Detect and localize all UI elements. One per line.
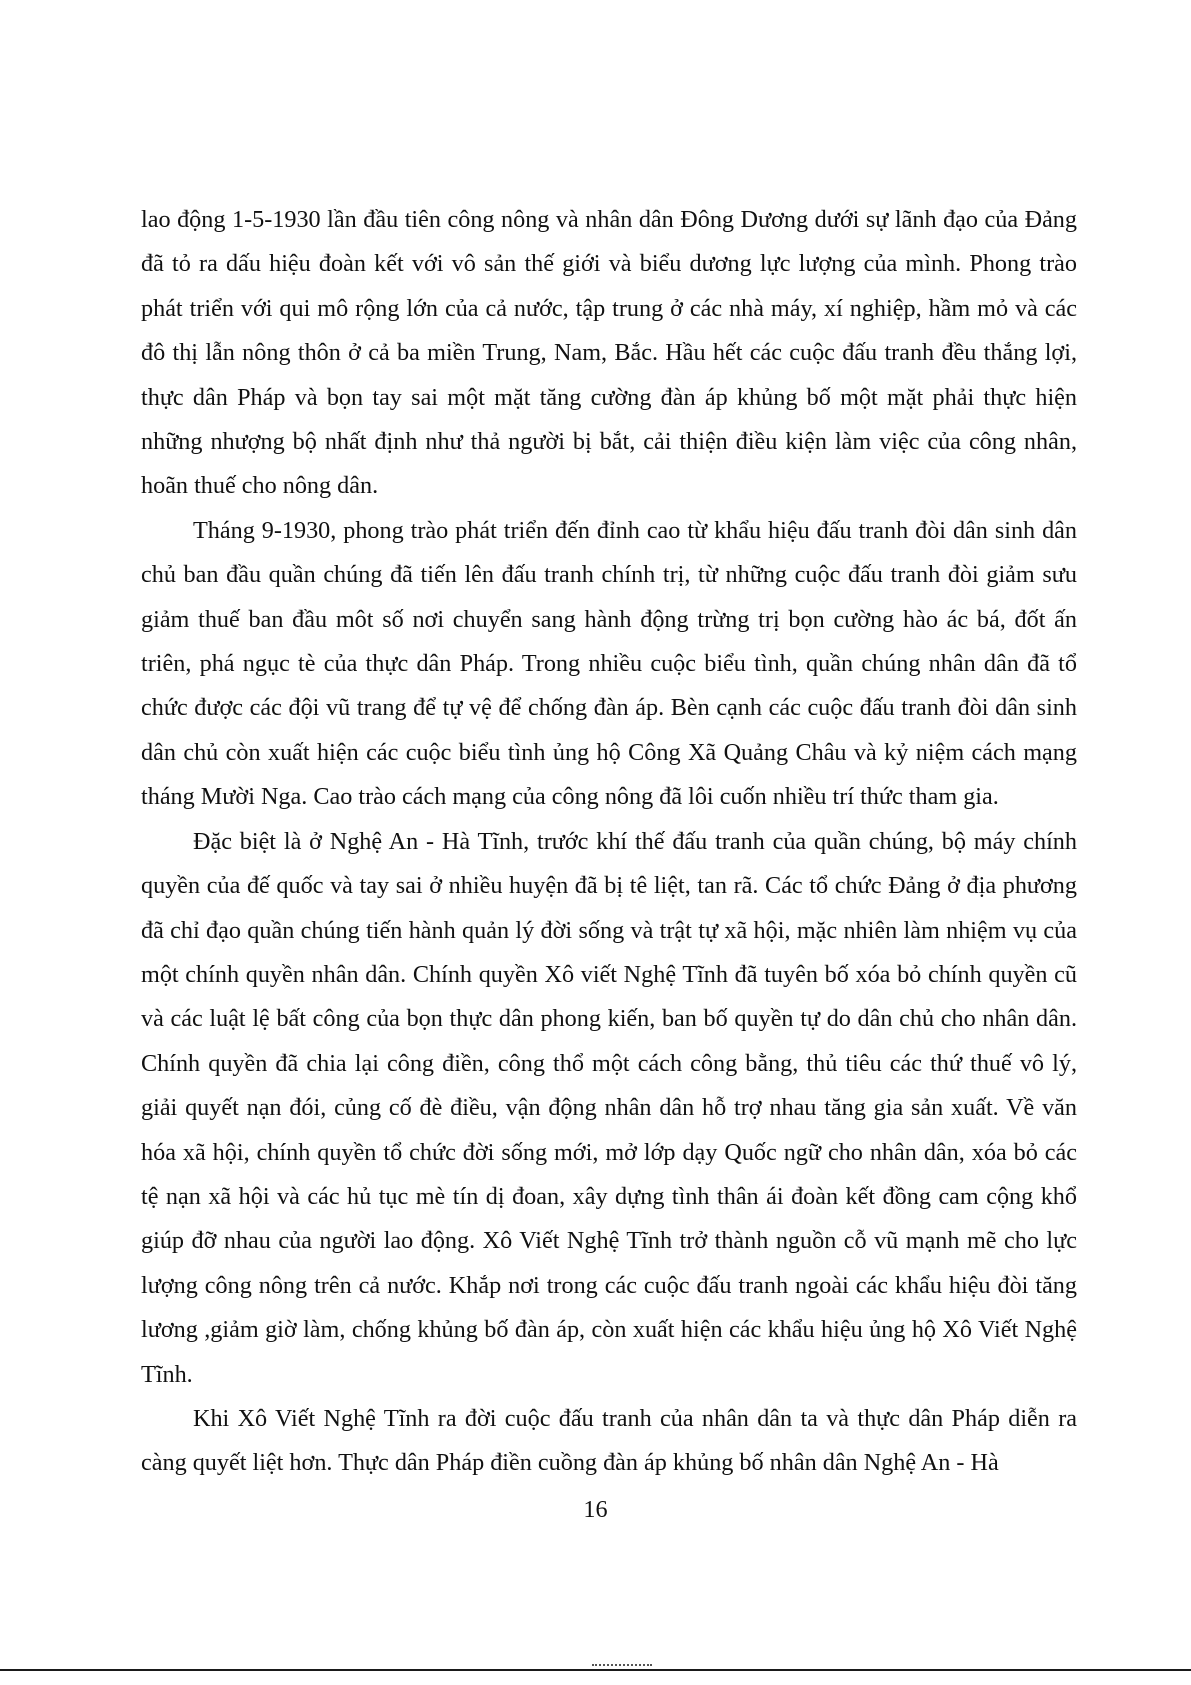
- document-body: [141, 198, 1077, 1486]
- page-bottom-border: [0, 1669, 1191, 1671]
- paragraph: Đặc biệt là ở Nghệ An - Hà Tĩnh, trước khí thế đấu tranh của quần chúng, bộ máy chính quyền của đế quốc và tay sai ở nhiều huyện đã bị tê liệt, tan rã. Các tổ chức Đảng ở địa phương đã chỉ đạo quần chúng tiến hành quản lý đời sống và trật tự xã hội, mặc nhiên làm nhiệm vụ của một chính quyền nhân dân. Chính quyền Xô viết Nghệ Tĩnh đã tuyên bố xóa bỏ chính quyền cũ và các luật lệ bất công của bọn thực dân phong kiến, ban bố quyền tự do dân chủ cho nhân dân. Chính quyền đã chia lại công điền, công thổ một cách công bằng, thủ tiêu các thứ thuế vô lý, giải quyết nạn đói, củng cố đè điều, vận động nhân dân hỗ trợ nhau tăng gia sản xuất. Về văn hóa xã hội, chính quyền tổ chức đời sống mới, mở lớp dạy Quốc ngữ cho nhân dân, xóa bỏ các tệ nạn xã hội và các hủ tục mè tín dị đoan, xây dựng tình thân ái đoàn kết đồng cam cộng khổ giúp đỡ nhau của người lao động. Xô Viết Nghệ Tĩnh trở thành nguồn cỗ vũ mạnh mẽ cho lực lượng công nông trên cả nước. Khắp nơi trong các cuộc đấu tranh ngoài các khẩu hiệu đòi tăng lương ,giảm giờ làm, chống khủng bố đàn áp, còn xuất hiện các khẩu hiệu ủng hộ Xô Viết Nghệ Tĩnh.: [141, 827, 1077, 1388]
- paragraph: Tháng 9-1930, phong trào phát triển đến đỉnh cao từ khẩu hiệu đấu tranh đòi dân sinh dân chủ ban đầu quần chúng đã tiến lên đấu tranh chính trị, từ những cuộc đấu tranh đòi giảm sưu giảm thuế ban đầu môt số nơi chuyển sang hành động trừng trị bọn cường hào ác bá, đốt ấn triên, phá ngục tè của thực dân Pháp. Trong nhiều cuộc biểu tình, quần chúng nhân dân đã tổ chức được các đội vũ trang để tự vệ để chống đàn áp. Bèn cạnh các cuộc đấu tranh đòi dân sinh dân chủ còn xuất hiện các cuộc biểu tình ủng hộ Công Xã Quảng Châu và kỷ niệm cách mạng tháng Mười Nga. Cao trào cách mạng của công nông đã lôi cuốn nhiều trí thức tham gia.: [141, 516, 1077, 811]
- paragraph: Khi Xô Viết Nghệ Tĩnh ra đời cuộc đấu tranh của nhân dân ta và thực dân Pháp diễn ra càng quyết liệt hơn. Thực dân Pháp điền cuồng đàn áp khủng bố nhân dân Nghệ An - Hà: [141, 1404, 1077, 1477]
- paragraph-continuation: lao động 1-5-1930 lần đầu tiên công nông và nhân dân Đông Dương dưới sự lãnh đạo của Đảng đã tỏ ra dấu hiệu đoàn kết với vô sản thế giới và biểu dương lực lượng của mình. Phong trào phát triển với qui mô rộng lớn của cả nước, tập trung ở các nhà máy, xí nghiệp, hầm mỏ và các đô thị lẫn nông thôn ở cả ba miền Trung, Nam, Bắc. Hầu hết các cuộc đấu tranh đều thắng lợi, thực dân Pháp và bọn tay sai một mặt tăng cường đàn áp khủng bố một mặt phải thực hiện những nhượng bộ nhất định như thả người bị bắt, cải thiện điều kiện làm việc của công nhân, hoãn thuế cho nông dân.: [141, 206, 1077, 500]
- page-number: 16: [583, 1496, 608, 1523]
